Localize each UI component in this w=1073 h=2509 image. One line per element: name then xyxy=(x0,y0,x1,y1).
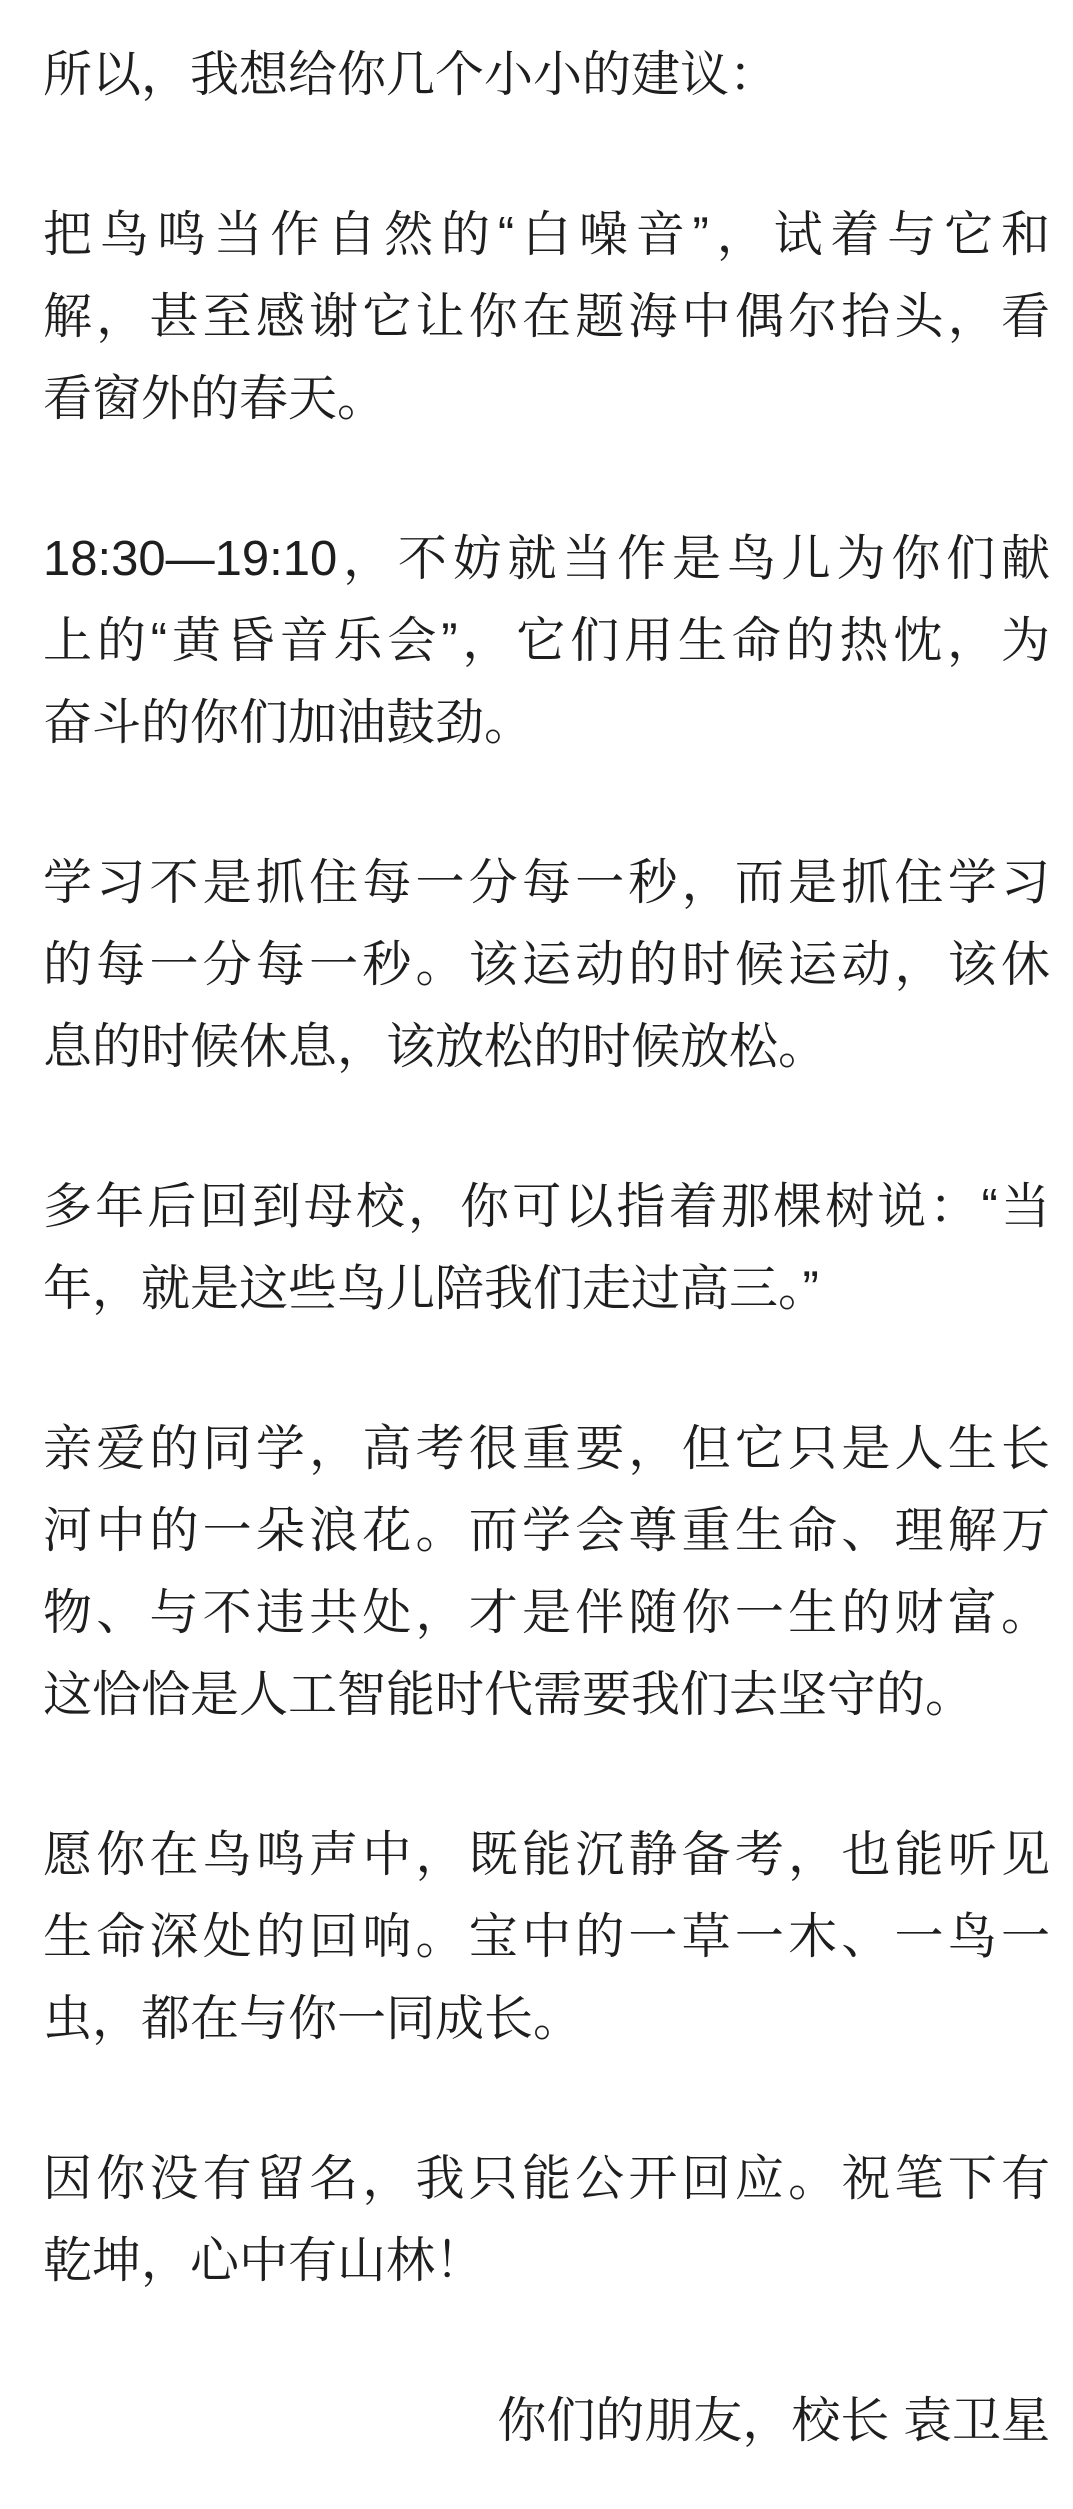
text-line: 因你没有留名，我只能公开回应。祝笔下有 xyxy=(43,2152,1050,2206)
text-line: 多年后回到母校，你可以指着那棵树说：“当 xyxy=(43,1180,1050,1234)
text-line: 河中的一朵浪花。而学会尊重生命、理解万 xyxy=(43,1504,1050,1558)
text-line: 生命深处的回响。宝中的一草一木、一鸟一 xyxy=(43,1910,1050,1964)
letter-body xyxy=(43,34,1050,2462)
paragraph-8 xyxy=(43,2138,1050,2302)
paragraph-4 xyxy=(43,842,1050,1088)
paragraph-3 xyxy=(43,518,1050,764)
text-line: 愿你在鸟鸣声中，既能沉静备考，也能听见 xyxy=(43,1828,1050,1882)
text-line: 乾坤，心中有山林！ xyxy=(43,2234,485,2288)
text-line: 看窗外的春天。 xyxy=(43,372,387,426)
text-line: 把鸟鸣当作自然的“白噪音”，试着与它和 xyxy=(43,208,1050,262)
paragraph-2 xyxy=(43,194,1050,440)
text-line: 息的时候休息，该放松的时候放松。 xyxy=(43,1020,828,1074)
text-line: 亲爱的同学，高考很重要，但它只是人生长 xyxy=(43,1422,1050,1476)
text-line: 学习不是抓住每一分每一秒，而是抓住学习 xyxy=(43,856,1050,910)
signature-paragraph xyxy=(43,2380,1050,2462)
text-line: 所以，我想给你几个小小的建议： xyxy=(43,48,779,102)
text-line: 奋斗的你们加油鼓劲。 xyxy=(43,696,534,750)
text-line: 的每一分每一秒。该运动的时候运动，该休 xyxy=(43,938,1050,992)
paragraph-5 xyxy=(43,1166,1050,1330)
paragraph-7 xyxy=(43,1814,1050,2060)
text-line: 上的“黄昏音乐会”，它们用生命的热忱，为 xyxy=(43,614,1050,668)
text-line: 物、与不违共处，才是伴随你一生的财富。 xyxy=(43,1586,1050,1640)
text-line: 这恰恰是人工智能时代需要我们去坚守的。 xyxy=(43,1668,975,1722)
text-line: 你们的朋友，校长 袁卫星 xyxy=(497,2394,1050,2448)
text-line: 解，甚至感谢它让你在题海中偶尔抬头，看 xyxy=(43,290,1050,344)
text-line: 年，就是这些鸟儿陪我们走过高三。” xyxy=(43,1262,819,1316)
text-line: 18:30—19:10，不妨就当作是鸟儿为你们献 xyxy=(43,532,1050,586)
text-line: 虫，都在与你一同成长。 xyxy=(43,1992,583,2046)
paragraph-6 xyxy=(43,1408,1050,1736)
paragraph-1 xyxy=(43,34,1050,116)
